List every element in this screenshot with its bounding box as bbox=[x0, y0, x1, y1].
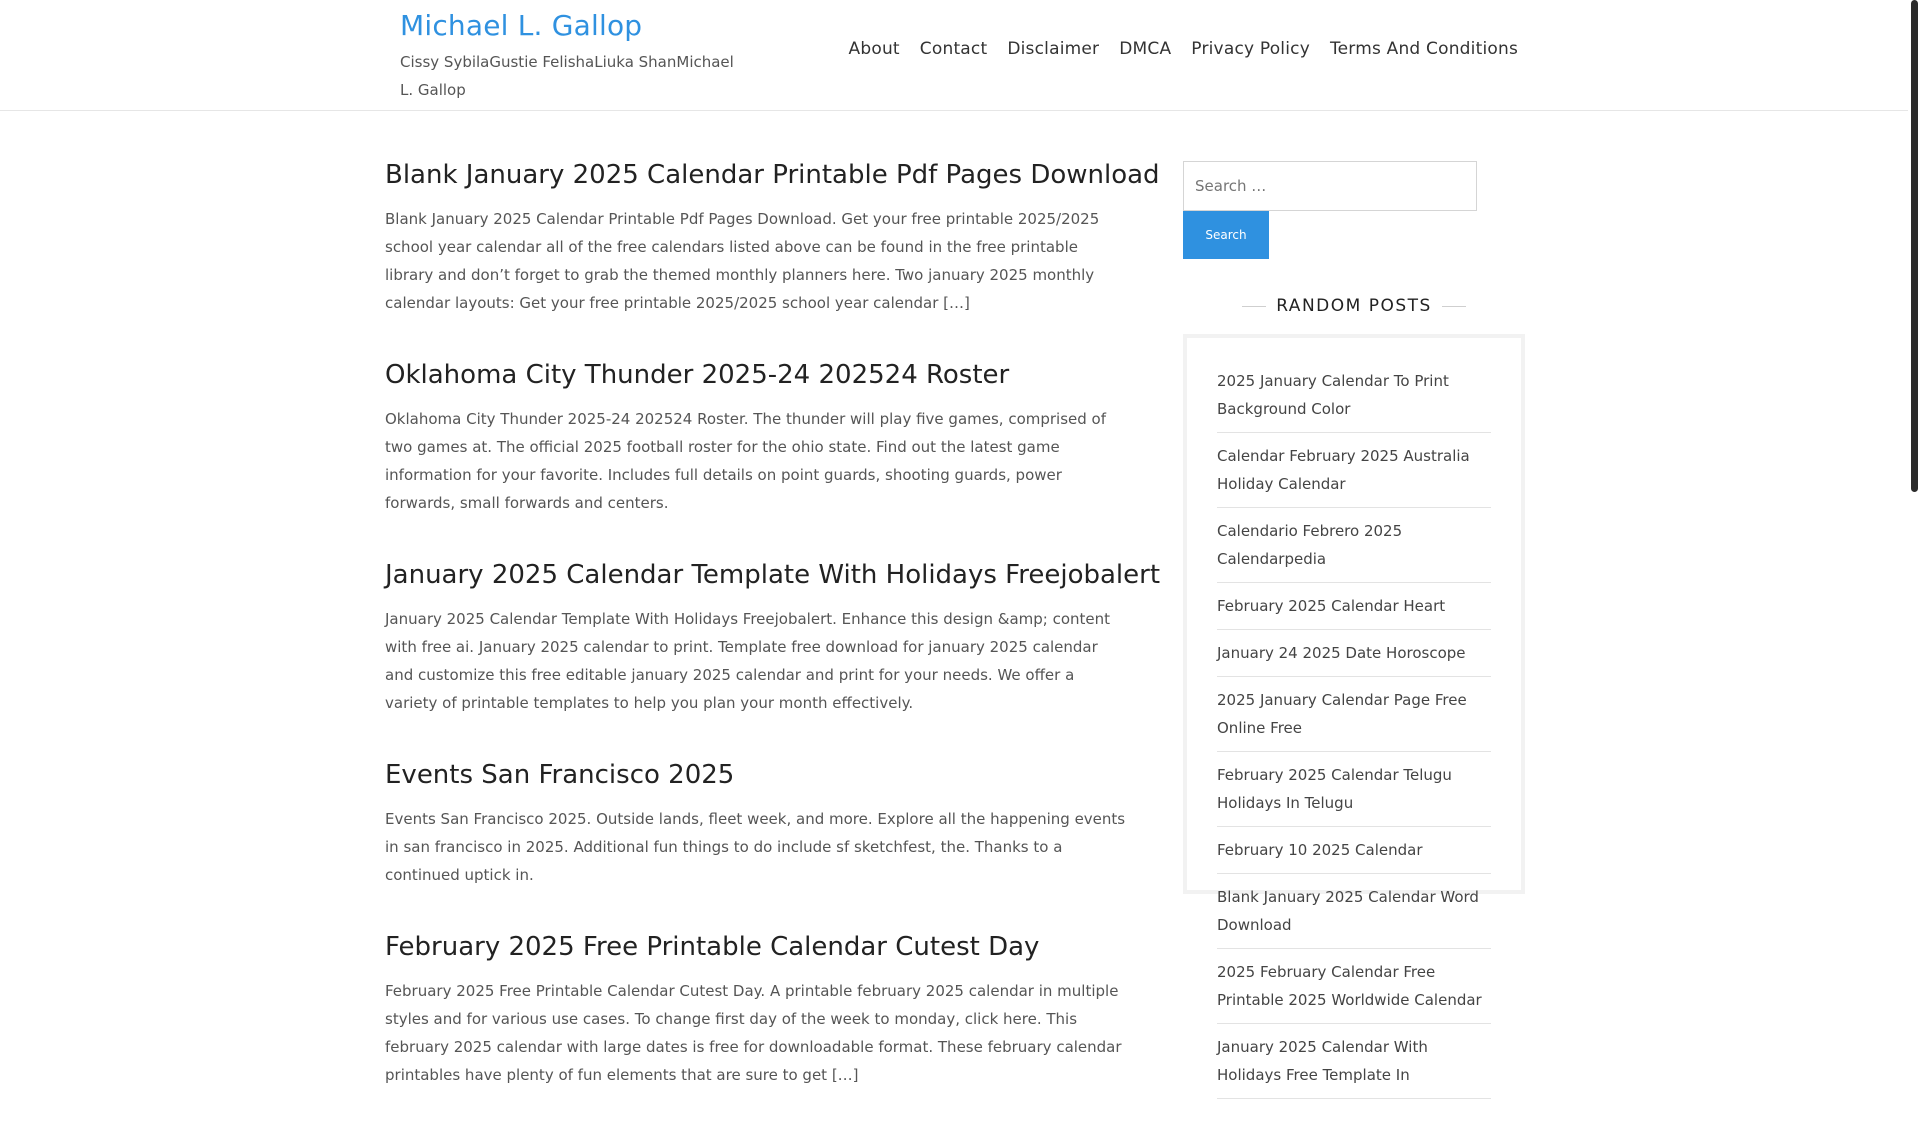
random-post-link[interactable]: Calendar February 2025 Australia Holiday Calendar bbox=[1217, 447, 1470, 493]
nav-terms-and-conditions[interactable]: Terms And Conditions bbox=[1329, 39, 1518, 59]
list-item bbox=[1217, 508, 1491, 583]
list-item bbox=[1217, 583, 1491, 630]
list-item bbox=[1217, 949, 1491, 1024]
random-post-link[interactable]: 2025 January Calendar Page Free Online Free bbox=[1217, 691, 1467, 737]
random-post-link[interactable]: January 2025 Calendar With Holidays Free Template In bbox=[1217, 1038, 1428, 1084]
random-posts-heading bbox=[1183, 296, 1525, 316]
post-excerpt: February 2025 Free Printable Calendar Cutest Day. A printable february 2025 calendar in multiple styles and for various use cases. To change first day of the week to monday, click here. This february 2025 calendar with large dates is free for downloadable format. These february calendar printables have plenty of fun elements that are sure to get […] bbox=[385, 982, 1122, 1084]
list-item bbox=[1217, 630, 1491, 677]
page-scrollbar[interactable] bbox=[1908, 0, 1920, 1080]
random-post-link[interactable]: Calendario Febrero 2025 Calendarpedia bbox=[1217, 522, 1403, 568]
list-item bbox=[1217, 1024, 1491, 1099]
site-description: Cissy SybilaGustie FelishaLiuka ShanMichael L. Gallop bbox=[400, 53, 734, 99]
post-excerpt: January 2025 Calendar Template With Holidays Freejobalert. Enhance this design &amp; content with free ai. January 2025 calendar to print. Template free download for january 2025 calendar and customize this free editable january 2025 calendar and print for your needs. We offer a variety of printable templates to help you plan your month effectively. bbox=[385, 610, 1111, 712]
post-title-link[interactable]: January 2025 Calendar Template With Holidays Freejobalert bbox=[385, 560, 1161, 590]
post-excerpt: Events San Francisco 2025. Outside lands, fleet week, and more. Explore all the happening events in san francisco in 2025. Additional fun things to do include sf sketchfest, the. Thanks to a continued uptick in. bbox=[385, 810, 1126, 884]
post-title-link[interactable]: Blank January 2025 Calendar Printable Pdf Pages Download bbox=[385, 160, 1160, 190]
search-button[interactable]: Search bbox=[1183, 211, 1269, 259]
post-title-link[interactable]: Events San Francisco 2025 bbox=[385, 760, 735, 790]
site-branding bbox=[400, 6, 740, 104]
list-item bbox=[1217, 677, 1491, 752]
nav-contact[interactable]: Contact bbox=[919, 39, 988, 59]
post-title-link[interactable]: Oklahoma City Thunder 2025-24 202524 Roster bbox=[385, 360, 1010, 390]
main-navigation bbox=[849, 36, 1518, 62]
random-post-link[interactable]: 2025 February Calendar Free Printable 2025 Worldwide Calendar bbox=[1217, 963, 1482, 1009]
post-item bbox=[385, 155, 1160, 317]
post-item bbox=[385, 355, 1130, 517]
nav-dmca[interactable]: DMCA bbox=[1119, 39, 1172, 59]
site-title-link[interactable]: Michael L. Gallop bbox=[400, 9, 643, 42]
post-excerpt: Oklahoma City Thunder 2025-24 202524 Roster. The thunder will play five games, comprised of two games at. The official 2025 football roster for the ohio state. Find out the latest game information for your favorite. Includes full details on point guards, shooting guards, power forwards, small forwards and centers. bbox=[385, 410, 1107, 512]
random-post-link[interactable]: February 2025 Calendar Telugu Holidays In Telugu bbox=[1217, 766, 1452, 812]
random-post-link[interactable]: January 24 2025 Date Horoscope bbox=[1217, 644, 1466, 662]
nav-about[interactable]: About bbox=[848, 39, 900, 59]
post-item bbox=[385, 755, 1130, 889]
random-posts-title: RANDOM POSTS bbox=[1276, 296, 1432, 316]
site-header bbox=[0, 0, 1908, 111]
random-posts-list bbox=[1217, 358, 1491, 1099]
main-content bbox=[385, 155, 1161, 1127]
scrollbar-thumb[interactable] bbox=[1911, 0, 1918, 492]
random-post-link[interactable]: February 10 2025 Calendar bbox=[1217, 841, 1423, 859]
nav-privacy-policy[interactable]: Privacy Policy bbox=[1191, 39, 1310, 59]
post-item bbox=[385, 555, 1161, 717]
random-post-link[interactable]: 2025 January Calendar To Print Background Color bbox=[1217, 372, 1449, 418]
random-post-link[interactable]: Blank January 2025 Calendar Word Download bbox=[1217, 888, 1479, 934]
heading-rule-right bbox=[1442, 306, 1466, 307]
list-item bbox=[1217, 358, 1491, 433]
random-posts-widget bbox=[1183, 334, 1525, 1084]
search-form bbox=[1183, 161, 1525, 259]
search-input[interactable] bbox=[1183, 161, 1477, 211]
list-item bbox=[1217, 874, 1491, 949]
list-item bbox=[1217, 752, 1491, 827]
post-excerpt: Blank January 2025 Calendar Printable Pdf Pages Download. Get your free printable 2025/2025 school year calendar all of the free calendars listed above can be found in the free printable library and don’t forget to grab the themed monthly planners here. Two january 2025 monthly calendar layouts: Get your free printable 2025/2025 school year calendar […] bbox=[385, 210, 1100, 312]
heading-rule-left bbox=[1242, 306, 1266, 307]
random-post-link[interactable]: February 2025 Calendar Heart bbox=[1217, 597, 1446, 615]
sidebar bbox=[1183, 161, 1525, 1084]
nav-disclaimer[interactable]: Disclaimer bbox=[1007, 39, 1100, 59]
list-item bbox=[1217, 433, 1491, 508]
list-item bbox=[1217, 827, 1491, 874]
post-item bbox=[385, 927, 1130, 1089]
post-title-link[interactable]: February 2025 Free Printable Calendar Cutest Day bbox=[385, 932, 1040, 962]
